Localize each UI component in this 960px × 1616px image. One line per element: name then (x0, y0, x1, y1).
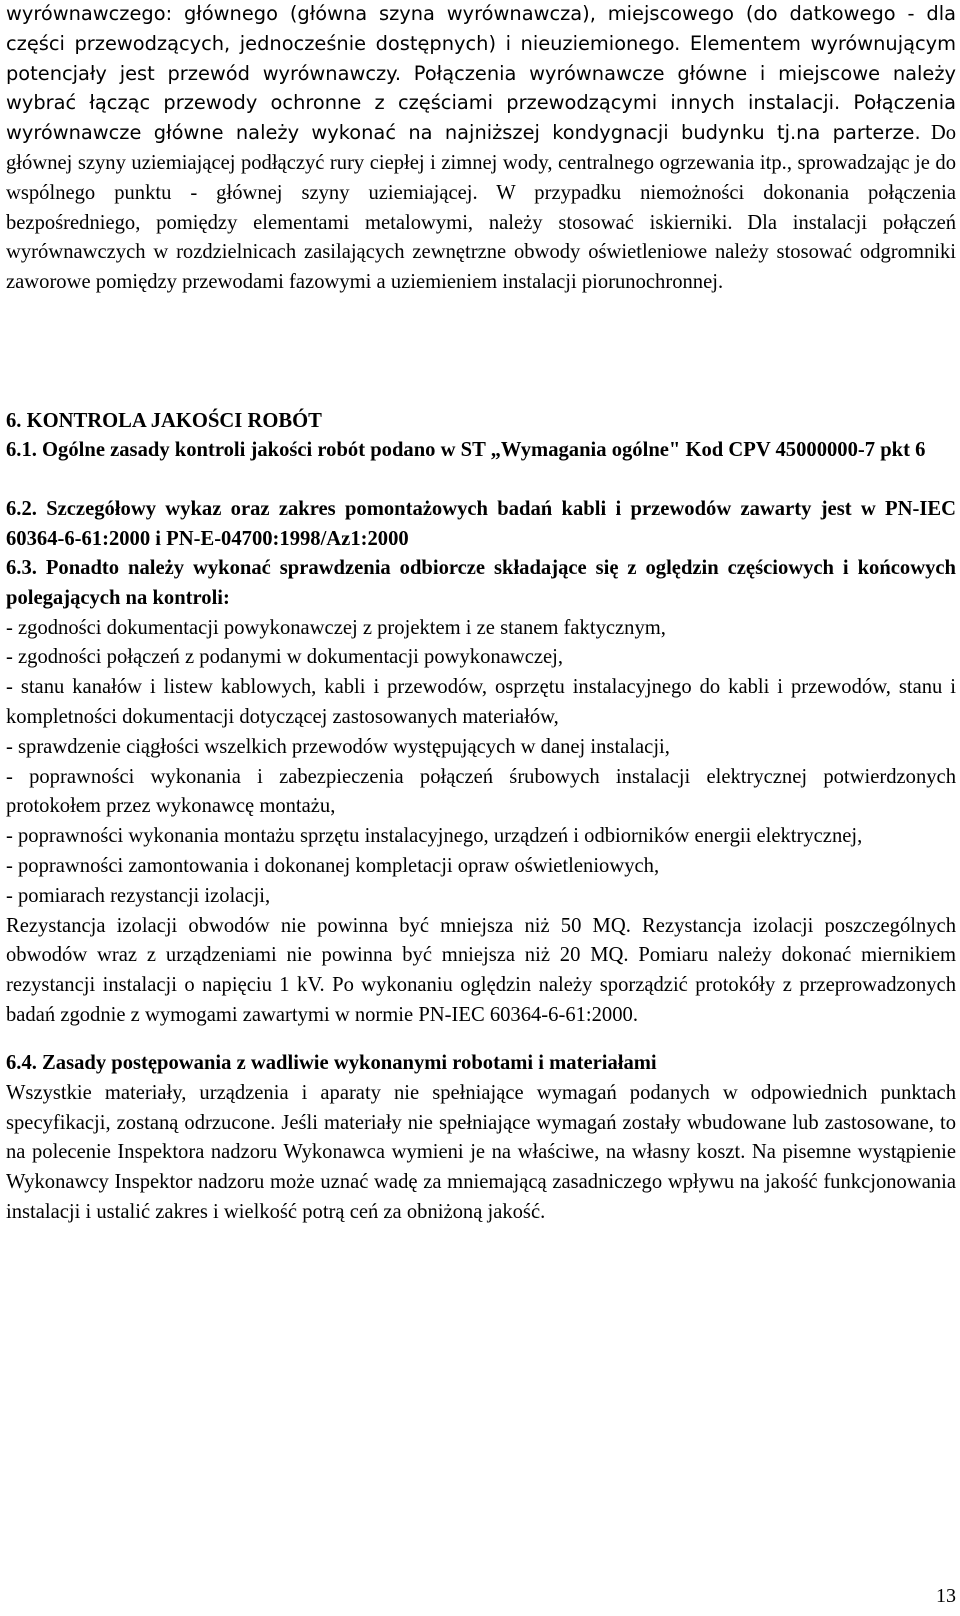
section-6-4-text: Wszystkie materiały, urządzenia i aparaty nie spełniające wymagań podanych w odpowiednich punktach specyfikacji, zostaną odrzucone. Jeśli materiały nie spełniające wymagań zostały wbudowane lub zastosowane, to na polecenie Inspektora nadzoru Wykonawca wymieni je na właściwe, na własny koszt. Na pisemne wystąpienie Wykonawcy Inspektor nadzoru może uznać wadę za mniemającą zasadniczego wpływu na jakość funkcjonowania instalacji i ustalić zakres i wielkość potrą ceń za obniżoną jakość. (6, 1081, 956, 1223)
intro-text-part3: Dla instalacji połączeń wyrównawczych w rozdzielnicach zasilających zewnętrzne obwody oświetleniowe należy stosować odgromniki zaworowe pomiędzy przewodami fazowymi a uziemieniem instalacji piorunochronnej. (6, 211, 957, 294)
page-number: 13 (936, 1585, 956, 1607)
list-item: - sprawdzenie ciągłości wszelkich przewodów występujących w danej instalacji, (6, 735, 670, 758)
list-item: - zgodności połączeń z podanymi w dokumentacji powykonawczej, (6, 646, 563, 669)
section-6-1: 6.1. Ogólne zasady kontroli jakości robót podano w ST „Wymagania ogólne" Kod CPV 45000000-7 pkt 6 (6, 439, 926, 461)
list-item: - poprawności zamontowania i dokonanej kompletacji opraw oświetleniowych, (6, 854, 660, 877)
list-item: - stanu kanałów i listew kablowych, kabli i przewodów, osprzętu instalacyjnego do kabli i przewodów, stanu i kompletności dokumentacji dotyczącej zastosowanych materiałów, (6, 676, 956, 728)
intro-text-part2: Do głównej szyny uziemiającej podłączyć rury ciepłej i zimnej wody, centralnego ogrzewania itp., sprowadzając je do wspólnego punktu - głównej szyny uziemiającej. W przypadku niemożności dokonania połączenia bezpośredniego, pomiędzy elementami metalowymi, należy stosować iskierniki. (6, 122, 956, 234)
list-item: - poprawności wykonania i zabezpieczenia połączeń śrubowych instalacji elektrycznej potwierdzonych protokołem przez wykonawcę montażu, (6, 765, 956, 818)
list-item: - pomiarach rezystancji izolacji, (6, 884, 271, 907)
section-6-4-heading: 6.4. Zasady postępowania z wadliwie wykonanymi robotami i materiałami (6, 1052, 657, 1074)
section-6-4 (6, 1049, 956, 1228)
section-6-2: 6.2. Szczegółowy wykaz oraz zakres pomontażowych badań kabli i przewodów zawarty jest w PN-IEC 60364-6-61:2000 i PN-E-04700:1998/Az1:2000 (6, 498, 956, 550)
section-6-3-text: Rezystancja izolacji obwodów nie powinna być mniejsza niż 50 MQ. Rezystancja izolacji poszczególnych obwodów wraz z urządzeniami nie powinna być mniejsza niż 20 MQ. Pomiaru należy dokonać miernikiem rezystancji instalacji o napięciu 1 kV. Po wykonaniu oględzin należy sporządzić protokóły z przeprowadzonych badań zgodnie z wymogami zawartymi w normie PN-IEC 60364-6-61:2000. (6, 914, 956, 1026)
intro-paragraph (6, 0, 956, 298)
section-6-3 (6, 554, 956, 1031)
section-6-3-heading: 6.3. Ponadto należy wykonać sprawdzenia odbiorcze składające się z oględzin częściowych i końcowych polegających na kontroli: (6, 557, 956, 609)
list-item: - zgodności dokumentacji powykonawczej z projektem i ze stanem faktycznym, (6, 616, 666, 639)
intro-text-part1: wyrównawczego: głównego (główna szyna wyrównawcza), miejscowego (do datkowego - dla części przewodzących, jednocześnie dostępnych) i nieuziemionego. Elementem wyrównującym potencjały jest przewód wyrównawczy. Połączenia wyrównawcze główne i miejscowe należy wybrać łącząc przewody ochronne z częściami przewodzącymi innych instalacji. Połączenia wyrównawcze główne należy wykonać na najniższej kondygnacji budynku tj.na parterze. (6, 2, 956, 145)
list-item: - poprawności wykonania montażu sprzętu instalacyjnego, urządzeń i odbiorników energii elektrycznej, (6, 825, 863, 848)
section-6-heading: 6. KONTROLA JAKOŚCI ROBÓT (6, 410, 322, 432)
